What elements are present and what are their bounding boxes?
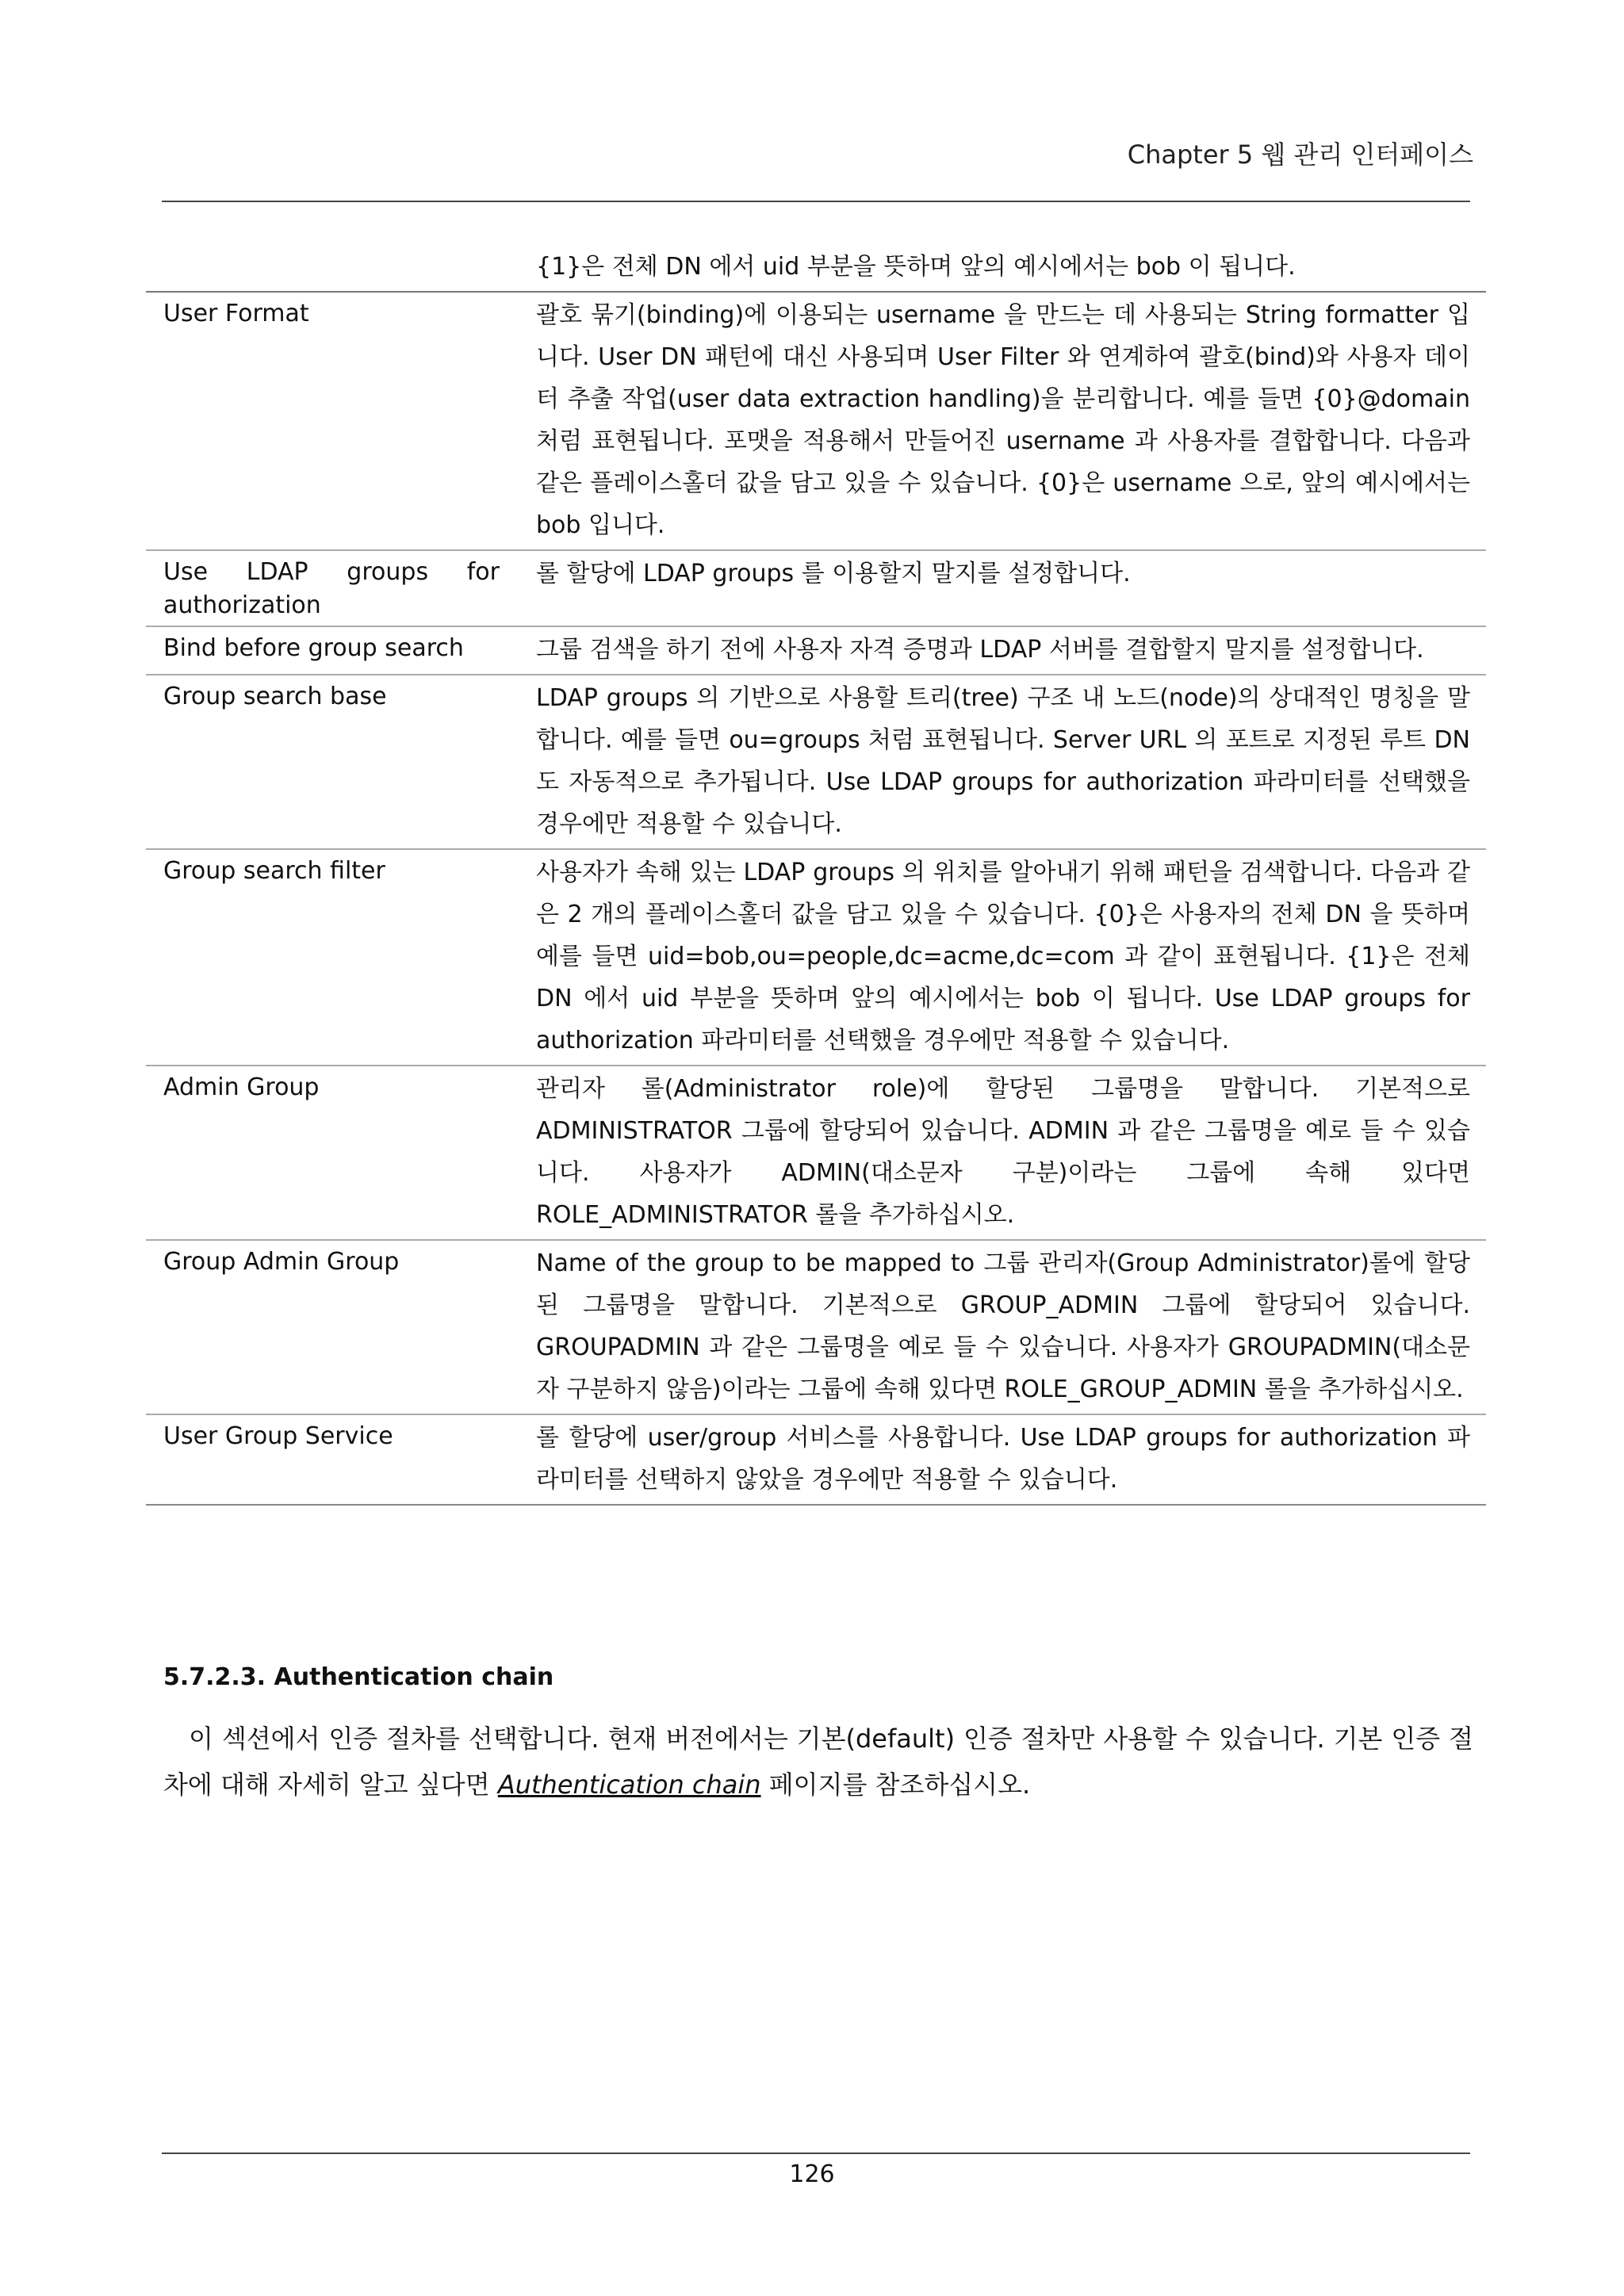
table-row <box>146 1414 1486 1505</box>
param-description: LDAP groups 의 기반으로 사용할 트리(tree) 구조 내 노드(node)의 상대적인 명칭을 말합니다. 예를 들면 ou=groups 처럼 표현됩니다. Server URL 의 포트로 지정된 루트 DN 도 자동적으로 추가됩니다. Use LDAP groups for authorization 파라미터를 선택했을 경우에만 적용할 수 있습니다. <box>536 684 1470 838</box>
param-description: Name of the group to be mapped to 그룹 관리자(Group Administrator)롤에 할당된 그룹명을 말합니다. 기본적으로 GROUP_ADMIN 그룹에 할당되어 있습니다. GROUPADMIN 과 같은 그룹명을 예로 들 수 있습니다. 사용자가 GROUPADMIN(대소문자 구분하지 않음)이라는 그룹에 속해 있다면 ROLE_GROUP_ADMIN 롤을 추가하십시오. <box>536 1249 1470 1403</box>
param-name: Admin Group <box>163 1073 320 1101</box>
table-row <box>146 675 1486 849</box>
table-row <box>146 1240 1486 1414</box>
param-name: Group search base <box>163 683 387 710</box>
param-name: Bind before group search <box>163 634 464 662</box>
table-row <box>146 849 1486 1066</box>
table-row <box>146 292 1486 550</box>
param-description: 롤 할당에 user/group 서비스를 사용합니다. Use LDAP groups for authorization 파라미터를 선택하지 않았을 경우에만 적용할 수 있습니다. <box>536 1424 1470 1494</box>
table-row <box>146 1066 1486 1240</box>
table-row <box>146 626 1486 675</box>
running-header: Chapter 5 웹 관리 인터페이스 <box>1127 140 1473 170</box>
param-description: 롤 할당에 LDAP groups 를 이용할지 말지를 설정합니다. <box>536 560 1131 587</box>
parameter-table <box>146 244 1486 1506</box>
section-heading: 5.7.2.3. Authentication chain <box>163 1663 554 1691</box>
section-paragraph <box>163 1716 1473 1808</box>
page-number: 126 <box>789 2160 835 2188</box>
param-name: User Group Service <box>163 1422 393 1450</box>
table-row <box>146 244 1486 292</box>
param-description: 그룹 검색을 하기 전에 사용자 자격 증명과 LDAP 서버를 결합할지 말지를 설정합니다. <box>536 636 1424 664</box>
header-divider <box>162 201 1470 202</box>
param-description: 사용자가 속해 있는 LDAP groups 의 위치를 알아내기 위해 패턴을 검색합니다. 다음과 같은 2 개의 플레이스홀더 값을 담고 있을 수 있습니다. {0}은 사용자의 전체 DN 을 뜻하며 예를 들면 uid=bob,ou=people,dc=acme,dc=com 과 같이 표현됩니다. {1}은 전체 DN 에서 uid 부분을 뜻하며 앞의 예시에서는 bob 이 됩니다. Use LDAP groups for authorization 파라미터를 선택했을 경우에만 적용할 수 있습니다. <box>536 859 1470 1054</box>
param-name: User Format <box>163 300 309 327</box>
param-description: 괄호 묶기(binding)에 이용되는 username 을 만드는 데 사용되는 String formatter 입니다. User DN 패턴에 대신 사용되며 User Filter 와 연계하여 괄호(bind)와 사용자 데이터 추출 작업(user data extraction handling)을 분리합니다. 예를 들면 {0}@domain 처럼 표현됩니다. 포맷을 적용해서 만들어진 username 과 사용자를 결합합니다. 다음과 같은 플레이스홀더 값을 담고 있을 수 있습니다. {0}은 username 으로, 앞의 예시에서는 bob 입니다. <box>536 301 1470 539</box>
param-description: {1}은 전체 DN 에서 uid 부분을 뜻하며 앞의 예시에서는 bob 이 됩니다. <box>536 253 1296 281</box>
table-row <box>146 550 1486 626</box>
param-name: Use LDAP groups for authorization <box>163 558 500 619</box>
footer-divider <box>162 2152 1470 2154</box>
param-name <box>146 244 512 292</box>
authentication-chain-link[interactable]: Authentication chain <box>497 1770 761 1800</box>
paragraph-text: 페이지를 참조하십시오. <box>760 1770 1031 1800</box>
param-name: Group Admin Group <box>163 1248 400 1276</box>
paragraph-text: 이 섹션에서 인증 절차를 선택합니다. 현재 버전에서는 기본(default) 인증 절차만 사용할 수 있습니다. 기본 인증 절차에 대해 자세히 알고 싶다면 <box>163 1724 1473 1800</box>
param-description: 관리자 롤(Administrator role)에 할당된 그룹명을 말합니다. 기본적으로 ADMINISTRATOR 그룹에 할당되어 있습니다. ADMIN 과 같은 그룹명을 예로 들 수 있습니다. 사용자가 ADMIN(대소문자 구분)이라는 그룹에 속해 있다면 ROLE_ADMINISTRATOR 롤을 추가하십시오. <box>536 1075 1470 1229</box>
param-name: Group search filter <box>163 857 385 885</box>
